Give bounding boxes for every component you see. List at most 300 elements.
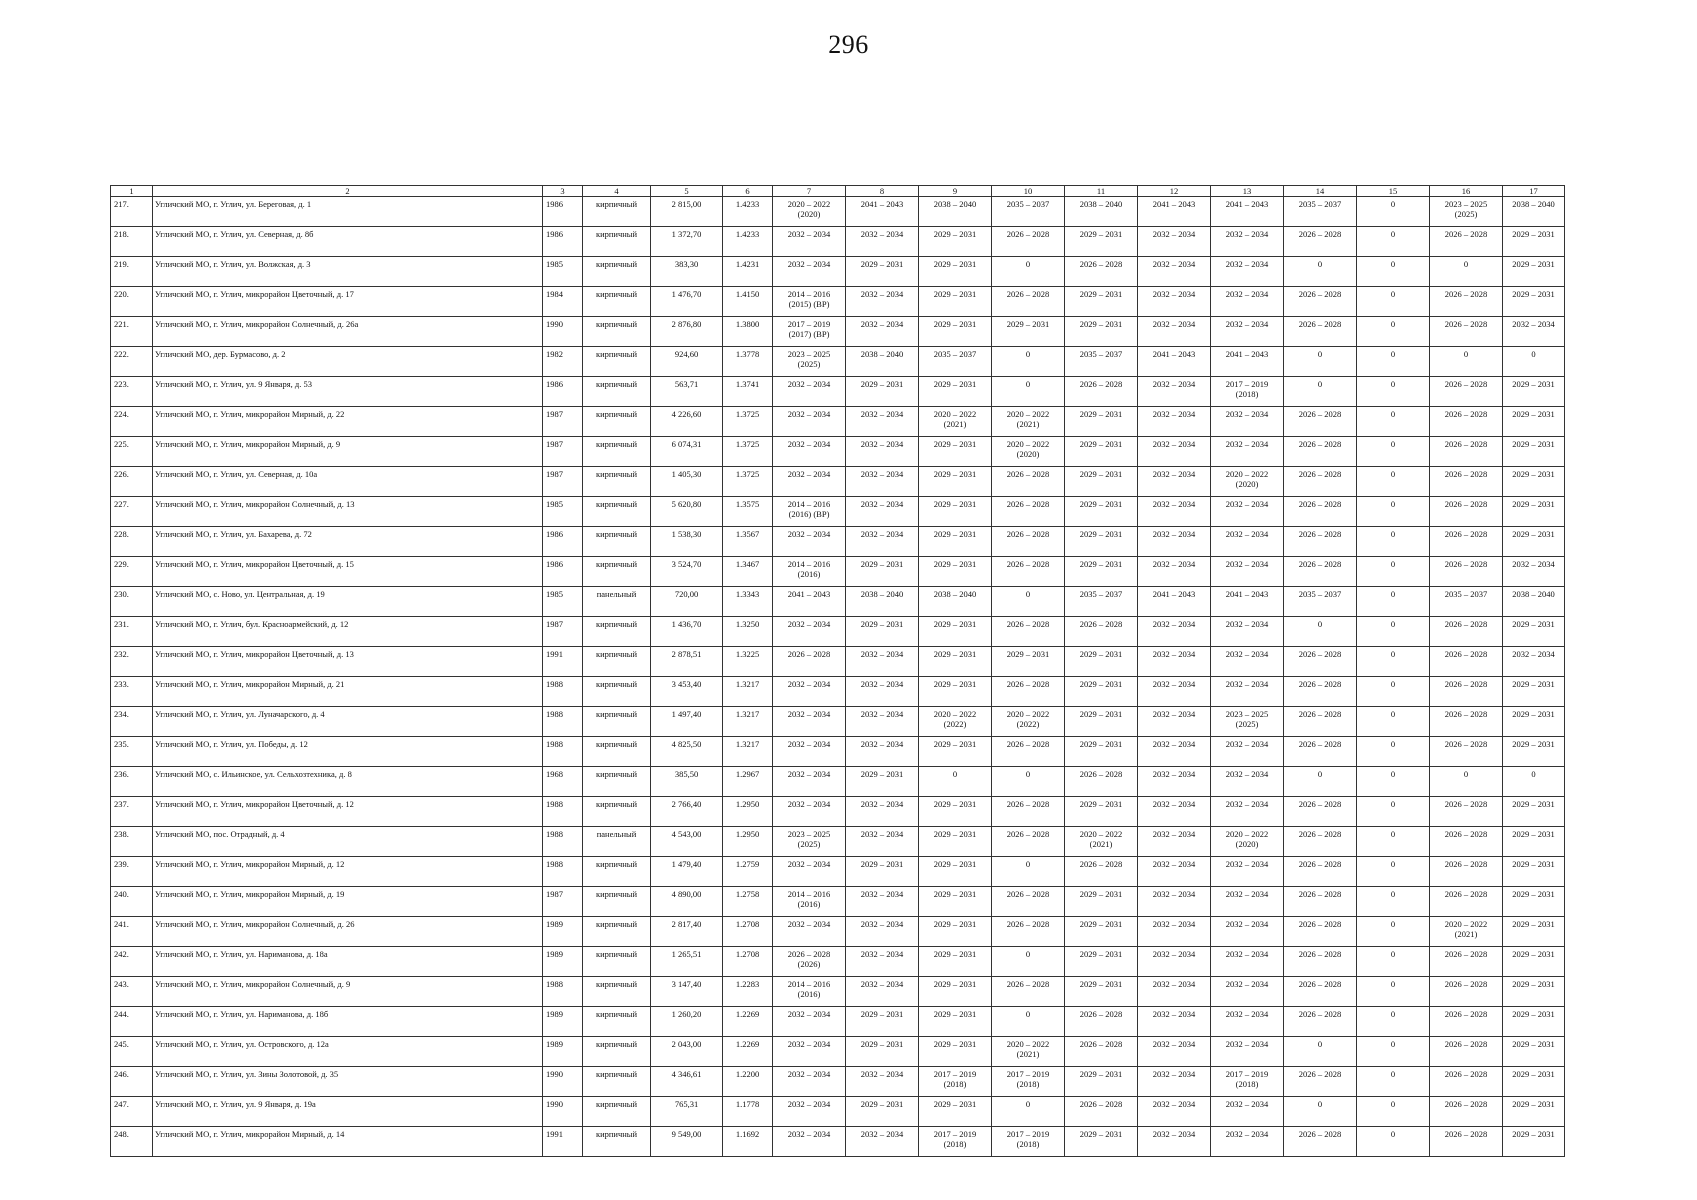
wall-material-cell: кирпичный xyxy=(583,977,651,1007)
period-cell: 2029 – 2031 xyxy=(919,1097,992,1127)
row-number-cell: 228. xyxy=(111,527,153,557)
period-cell: 2026 – 2028 xyxy=(1430,377,1503,407)
value-cell: 0 xyxy=(1357,257,1430,287)
period-cell: 2032 – 2034 xyxy=(773,227,846,257)
period-cell: 2032 – 2034 xyxy=(1211,917,1284,947)
year-cell: 1988 xyxy=(543,797,583,827)
period-cell: 2026 – 2028 xyxy=(1284,797,1357,827)
period-cell: 2032 – 2034 xyxy=(1211,257,1284,287)
wall-material-cell: кирпичный xyxy=(583,197,651,227)
period-cell: 2032 – 2034 xyxy=(846,917,919,947)
address-cell: Угличский МО, г. Углич, микрорайон Цветочный, д. 17 xyxy=(153,287,543,317)
period-cell: 2026 – 2028 xyxy=(1284,1067,1357,1097)
period-cell: 2026 – 2028 xyxy=(1430,947,1503,977)
address-cell: Угличский МО, г. Углич, микрорайон Солнечный, д. 13 xyxy=(153,497,543,527)
coefficient-cell: 1.4231 xyxy=(723,257,773,287)
period-cell: 2026 – 2028 xyxy=(1430,1127,1503,1157)
period-cell: 0 xyxy=(1430,347,1503,377)
value-cell: 0 xyxy=(1357,827,1430,857)
coefficient-cell: 1.2708 xyxy=(723,917,773,947)
value-cell: 0 xyxy=(1357,347,1430,377)
period-cell: 2038 – 2040 xyxy=(846,587,919,617)
coefficient-cell: 1.2950 xyxy=(723,797,773,827)
period-cell: 2026 – 2028 xyxy=(1284,227,1357,257)
coefficient-cell: 1.2269 xyxy=(723,1007,773,1037)
period-cell: 2026 – 2028 xyxy=(1284,527,1357,557)
period-cell: 2026 – 2028 xyxy=(992,227,1065,257)
address-cell: Угличский МО, г. Углич, ул. Бахарева, д. 72 xyxy=(153,527,543,557)
area-cell: 563,71 xyxy=(651,377,723,407)
address-cell: Угличский МО, г. Углич, ул. Северная, д. 8б xyxy=(153,227,543,257)
period-cell: 2026 – 2028 xyxy=(1430,407,1503,437)
period-cell: 2026 – 2028 xyxy=(1430,797,1503,827)
wall-material-cell: кирпичный xyxy=(583,317,651,347)
period-cell: 2032 – 2034 xyxy=(1138,1067,1211,1097)
period-cell: 2026 – 2028 xyxy=(1284,977,1357,1007)
area-cell: 3 453,40 xyxy=(651,677,723,707)
value-cell: 0 xyxy=(1357,887,1430,917)
column-header: 6 xyxy=(723,186,773,197)
area-cell: 2 817,40 xyxy=(651,917,723,947)
coefficient-cell: 1.3725 xyxy=(723,467,773,497)
period-cell: 2032 – 2034 xyxy=(773,377,846,407)
period-cell: 2029 – 2031 xyxy=(992,317,1065,347)
value-cell: 0 xyxy=(1357,677,1430,707)
period-cell: 2029 – 2031 xyxy=(1065,227,1138,257)
period-cell: 2032 – 2034 xyxy=(1138,257,1211,287)
coefficient-cell: 1.4150 xyxy=(723,287,773,317)
row-number-cell: 219. xyxy=(111,257,153,287)
address-cell: Угличский МО, г. Углич, ул. Островского, д. 12а xyxy=(153,1037,543,1067)
period-cell: 2014 – 2016 (2016) xyxy=(773,977,846,1007)
period-cell: 2026 – 2028 xyxy=(1284,557,1357,587)
wall-material-cell: кирпичный xyxy=(583,1067,651,1097)
wall-material-cell: панельный xyxy=(583,587,651,617)
year-cell: 1990 xyxy=(543,317,583,347)
coefficient-cell: 1.3778 xyxy=(723,347,773,377)
year-cell: 1987 xyxy=(543,467,583,497)
period-cell: 2026 – 2028 xyxy=(1065,1007,1138,1037)
year-cell: 1989 xyxy=(543,1007,583,1037)
period-cell: 2029 – 2031 xyxy=(1503,947,1565,977)
period-cell: 2029 – 2031 xyxy=(919,317,992,347)
period-cell: 2023 – 2025 (2025) xyxy=(1430,197,1503,227)
period-cell: 2041 – 2043 xyxy=(1138,347,1211,377)
period-cell: 2032 – 2034 xyxy=(1138,947,1211,977)
period-cell: 2032 – 2034 xyxy=(846,647,919,677)
period-cell: 2026 – 2028 xyxy=(1430,647,1503,677)
period-cell: 2026 – 2028 xyxy=(1284,917,1357,947)
coefficient-cell: 1.2759 xyxy=(723,857,773,887)
address-cell: Угличский МО, г. Углич, микрорайон Цветочный, д. 12 xyxy=(153,797,543,827)
wall-material-cell: кирпичный xyxy=(583,407,651,437)
period-cell: 2029 – 2031 xyxy=(846,557,919,587)
row-number-cell: 232. xyxy=(111,647,153,677)
period-cell: 2029 – 2031 xyxy=(919,1037,992,1067)
period-cell: 2029 – 2031 xyxy=(846,1097,919,1127)
year-cell: 1991 xyxy=(543,1127,583,1157)
coefficient-cell: 1.3217 xyxy=(723,677,773,707)
column-header: 3 xyxy=(543,186,583,197)
period-cell: 2029 – 2031 xyxy=(1503,1127,1565,1157)
period-cell: 2029 – 2031 xyxy=(1503,617,1565,647)
period-cell: 2032 – 2034 xyxy=(773,1097,846,1127)
period-cell: 2017 – 2019 (2018) xyxy=(992,1067,1065,1097)
period-cell: 2029 – 2031 xyxy=(1065,527,1138,557)
area-cell: 1 405,30 xyxy=(651,467,723,497)
period-cell: 2032 – 2034 xyxy=(846,707,919,737)
row-number-cell: 226. xyxy=(111,467,153,497)
period-cell: 2038 – 2040 xyxy=(1503,587,1565,617)
period-cell: 2032 – 2034 xyxy=(1211,287,1284,317)
period-cell: 0 xyxy=(992,347,1065,377)
address-cell: Угличский МО, г. Углич, микрорайон Мирный, д. 22 xyxy=(153,407,543,437)
period-cell: 2032 – 2034 xyxy=(773,1067,846,1097)
period-cell: 2026 – 2028 xyxy=(1065,257,1138,287)
wall-material-cell: кирпичный xyxy=(583,467,651,497)
table-row xyxy=(111,317,1565,347)
period-cell: 2029 – 2031 xyxy=(1065,677,1138,707)
column-header: 12 xyxy=(1138,186,1211,197)
period-cell: 2038 – 2040 xyxy=(846,347,919,377)
address-cell: Угличский МО, дер. Бурмасово, д. 2 xyxy=(153,347,543,377)
row-number-cell: 230. xyxy=(111,587,153,617)
period-cell: 2032 – 2034 xyxy=(1503,557,1565,587)
period-cell: 0 xyxy=(992,377,1065,407)
wall-material-cell: кирпичный xyxy=(583,797,651,827)
area-cell: 4 543,00 xyxy=(651,827,723,857)
period-cell: 2026 – 2028 xyxy=(992,977,1065,1007)
period-cell: 0 xyxy=(1284,1097,1357,1127)
year-cell: 1989 xyxy=(543,917,583,947)
period-cell: 2029 – 2031 xyxy=(919,377,992,407)
period-cell: 2026 – 2028 xyxy=(992,557,1065,587)
row-number-cell: 234. xyxy=(111,707,153,737)
year-cell: 1988 xyxy=(543,707,583,737)
period-cell: 2032 – 2034 xyxy=(1211,767,1284,797)
period-cell: 2029 – 2031 xyxy=(1065,947,1138,977)
period-cell: 2032 – 2034 xyxy=(846,437,919,467)
column-header: 14 xyxy=(1284,186,1357,197)
row-number-cell: 245. xyxy=(111,1037,153,1067)
table-row xyxy=(111,1037,1565,1067)
period-cell: 2029 – 2031 xyxy=(1065,467,1138,497)
wall-material-cell: кирпичный xyxy=(583,887,651,917)
area-cell: 4 890,00 xyxy=(651,887,723,917)
coefficient-cell: 1.2708 xyxy=(723,947,773,977)
period-cell: 2032 – 2034 xyxy=(1138,887,1211,917)
period-cell: 2029 – 2031 xyxy=(919,977,992,1007)
table-body xyxy=(111,197,1565,1157)
coefficient-cell: 1.3250 xyxy=(723,617,773,647)
wall-material-cell: кирпичный xyxy=(583,287,651,317)
column-header: 15 xyxy=(1357,186,1430,197)
period-cell: 2035 – 2037 xyxy=(1284,197,1357,227)
period-cell: 2032 – 2034 xyxy=(1138,977,1211,1007)
period-cell: 2032 – 2034 xyxy=(846,497,919,527)
period-cell: 2029 – 2031 xyxy=(1065,737,1138,767)
address-cell: Угличский МО, г. Углич, микрорайон Мирный, д. 14 xyxy=(153,1127,543,1157)
period-cell: 2038 – 2040 xyxy=(919,587,992,617)
period-cell: 2029 – 2031 xyxy=(919,1007,992,1037)
period-cell: 2032 – 2034 xyxy=(846,1127,919,1157)
area-cell: 4 346,61 xyxy=(651,1067,723,1097)
period-cell: 2032 – 2034 xyxy=(1211,647,1284,677)
period-cell: 2026 – 2028 xyxy=(1284,677,1357,707)
period-cell: 2029 – 2031 xyxy=(919,737,992,767)
area-cell: 2 815,00 xyxy=(651,197,723,227)
year-cell: 1990 xyxy=(543,1097,583,1127)
table-row xyxy=(111,797,1565,827)
row-number-cell: 231. xyxy=(111,617,153,647)
row-number-cell: 246. xyxy=(111,1067,153,1097)
period-cell: 2032 – 2034 xyxy=(773,257,846,287)
period-cell: 2026 – 2028 xyxy=(1430,617,1503,647)
period-cell: 2029 – 2031 xyxy=(919,257,992,287)
table-row xyxy=(111,857,1565,887)
period-cell: 2041 – 2043 xyxy=(1211,347,1284,377)
period-cell: 2026 – 2028 xyxy=(992,887,1065,917)
period-cell: 0 xyxy=(1284,377,1357,407)
period-cell: 2026 – 2028 xyxy=(1430,227,1503,257)
period-cell: 2020 – 2022 (2021) xyxy=(992,1037,1065,1067)
period-cell: 2032 – 2034 xyxy=(1138,827,1211,857)
period-cell: 2032 – 2034 xyxy=(1211,617,1284,647)
period-cell: 2029 – 2031 xyxy=(919,827,992,857)
wall-material-cell: кирпичный xyxy=(583,1037,651,1067)
period-cell: 2026 – 2028 xyxy=(1284,647,1357,677)
period-cell: 2029 – 2031 xyxy=(1503,287,1565,317)
value-cell: 0 xyxy=(1357,377,1430,407)
period-cell: 2026 – 2028 xyxy=(1284,947,1357,977)
period-cell: 2032 – 2034 xyxy=(1138,707,1211,737)
value-cell: 0 xyxy=(1357,707,1430,737)
table-row xyxy=(111,197,1565,227)
period-cell: 0 xyxy=(1503,347,1565,377)
period-cell: 2032 – 2034 xyxy=(1138,437,1211,467)
period-cell: 2032 – 2034 xyxy=(846,827,919,857)
period-cell: 2026 – 2028 xyxy=(1430,467,1503,497)
row-number-cell: 244. xyxy=(111,1007,153,1037)
wall-material-cell: кирпичный xyxy=(583,737,651,767)
period-cell: 2038 – 2040 xyxy=(1065,197,1138,227)
area-cell: 3 147,40 xyxy=(651,977,723,1007)
period-cell: 2032 – 2034 xyxy=(1138,617,1211,647)
period-cell: 2029 – 2031 xyxy=(1503,977,1565,1007)
period-cell: 2029 – 2031 xyxy=(919,857,992,887)
table-row xyxy=(111,467,1565,497)
year-cell: 1987 xyxy=(543,407,583,437)
year-cell: 1988 xyxy=(543,677,583,707)
period-cell: 2026 – 2028 xyxy=(1284,407,1357,437)
column-header: 8 xyxy=(846,186,919,197)
period-cell: 2032 – 2034 xyxy=(1138,497,1211,527)
period-cell: 2032 – 2034 xyxy=(773,527,846,557)
period-cell: 2026 – 2028 xyxy=(1430,827,1503,857)
year-cell: 1985 xyxy=(543,257,583,287)
period-cell: 2020 – 2022 (2021) xyxy=(1065,827,1138,857)
period-cell: 2026 – 2028 xyxy=(1284,497,1357,527)
value-cell: 0 xyxy=(1357,437,1430,467)
period-cell: 2029 – 2031 xyxy=(1065,707,1138,737)
period-cell: 2029 – 2031 xyxy=(1503,1097,1565,1127)
table-row xyxy=(111,737,1565,767)
period-cell: 2032 – 2034 xyxy=(846,737,919,767)
table-row xyxy=(111,647,1565,677)
period-cell: 2014 – 2016 (2016) (ВР) xyxy=(773,497,846,527)
period-cell: 2032 – 2034 xyxy=(773,617,846,647)
period-cell: 2020 – 2022 (2021) xyxy=(1430,917,1503,947)
period-cell: 2020 – 2022 (2022) xyxy=(992,707,1065,737)
period-cell: 2029 – 2031 xyxy=(1503,377,1565,407)
period-cell: 2032 – 2034 xyxy=(1211,527,1284,557)
period-cell: 2029 – 2031 xyxy=(1065,557,1138,587)
period-cell: 2029 – 2031 xyxy=(846,1007,919,1037)
area-cell: 2 766,40 xyxy=(651,797,723,827)
period-cell: 2029 – 2031 xyxy=(992,647,1065,677)
period-cell: 2029 – 2031 xyxy=(1503,1007,1565,1037)
row-number-cell: 229. xyxy=(111,557,153,587)
period-cell: 2026 – 2028 xyxy=(1430,677,1503,707)
area-cell: 383,30 xyxy=(651,257,723,287)
address-cell: Угличский МО, г. Углич, ул. Нариманова, д. 18б xyxy=(153,1007,543,1037)
year-cell: 1985 xyxy=(543,587,583,617)
period-cell: 2017 – 2019 (2018) xyxy=(1211,1067,1284,1097)
period-cell: 2026 – 2028 xyxy=(1430,857,1503,887)
period-cell: 2029 – 2031 xyxy=(919,557,992,587)
period-cell: 2032 – 2034 xyxy=(773,467,846,497)
period-cell: 2032 – 2034 xyxy=(846,287,919,317)
period-cell: 2032 – 2034 xyxy=(846,317,919,347)
table-row xyxy=(111,527,1565,557)
value-cell: 0 xyxy=(1357,737,1430,767)
period-cell: 2032 – 2034 xyxy=(1211,857,1284,887)
period-cell: 2032 – 2034 xyxy=(1138,857,1211,887)
period-cell: 2017 – 2019 (2018) xyxy=(919,1127,992,1157)
row-number-cell: 247. xyxy=(111,1097,153,1127)
period-cell: 2032 – 2034 xyxy=(1211,1127,1284,1157)
table-row xyxy=(111,707,1565,737)
period-cell: 2032 – 2034 xyxy=(1138,527,1211,557)
table-row xyxy=(111,1007,1565,1037)
value-cell: 0 xyxy=(1357,947,1430,977)
period-cell: 2038 – 2040 xyxy=(919,197,992,227)
period-cell: 2035 – 2037 xyxy=(992,197,1065,227)
period-cell: 2032 – 2034 xyxy=(773,407,846,437)
row-number-cell: 233. xyxy=(111,677,153,707)
period-cell: 2029 – 2031 xyxy=(1503,257,1565,287)
period-cell: 2029 – 2031 xyxy=(919,947,992,977)
period-cell: 2032 – 2034 xyxy=(846,677,919,707)
period-cell: 2032 – 2034 xyxy=(1211,1007,1284,1037)
period-cell: 2041 – 2043 xyxy=(846,197,919,227)
value-cell: 0 xyxy=(1357,1067,1430,1097)
value-cell: 0 xyxy=(1357,197,1430,227)
period-cell: 2026 – 2028 xyxy=(1284,287,1357,317)
wall-material-cell: кирпичный xyxy=(583,227,651,257)
period-cell: 2032 – 2034 xyxy=(1211,947,1284,977)
value-cell: 0 xyxy=(1357,617,1430,647)
row-number-cell: 217. xyxy=(111,197,153,227)
period-cell: 2026 – 2028 xyxy=(1065,617,1138,647)
period-cell: 2026 – 2028 xyxy=(1430,527,1503,557)
period-cell: 2032 – 2034 xyxy=(1211,497,1284,527)
table-row xyxy=(111,437,1565,467)
period-cell: 2014 – 2016 (2015) (ВР) xyxy=(773,287,846,317)
period-cell: 2029 – 2031 xyxy=(1065,317,1138,347)
period-cell: 0 xyxy=(992,1097,1065,1127)
period-cell: 2032 – 2034 xyxy=(1138,377,1211,407)
area-cell: 1 372,70 xyxy=(651,227,723,257)
period-cell: 2032 – 2034 xyxy=(1211,737,1284,767)
address-cell: Угличский МО, г. Углич, микрорайон Солнечный, д. 26а xyxy=(153,317,543,347)
wall-material-cell: кирпичный xyxy=(583,917,651,947)
coefficient-cell: 1.3217 xyxy=(723,707,773,737)
year-cell: 1987 xyxy=(543,437,583,467)
address-cell: Угличский МО, г. Углич, ул. Северная, д. 10а xyxy=(153,467,543,497)
period-cell: 2026 – 2028 (2026) xyxy=(773,947,846,977)
row-number-cell: 223. xyxy=(111,377,153,407)
table-row xyxy=(111,497,1565,527)
period-cell: 2029 – 2031 xyxy=(1503,917,1565,947)
coefficient-cell: 1.3725 xyxy=(723,437,773,467)
column-header: 11 xyxy=(1065,186,1138,197)
period-cell: 2032 – 2034 xyxy=(846,887,919,917)
period-cell: 2029 – 2031 xyxy=(919,617,992,647)
table-row xyxy=(111,287,1565,317)
period-cell: 2026 – 2028 xyxy=(1065,1037,1138,1067)
period-cell: 2026 – 2028 xyxy=(1284,707,1357,737)
period-cell: 2032 – 2034 xyxy=(1138,467,1211,497)
row-number-cell: 248. xyxy=(111,1127,153,1157)
row-number-cell: 236. xyxy=(111,767,153,797)
period-cell: 2026 – 2028 xyxy=(1065,767,1138,797)
period-cell: 2032 – 2034 xyxy=(846,977,919,1007)
period-cell: 2029 – 2031 xyxy=(1503,407,1565,437)
year-cell: 1986 xyxy=(543,377,583,407)
period-cell: 2029 – 2031 xyxy=(919,647,992,677)
year-cell: 1985 xyxy=(543,497,583,527)
period-cell: 2029 – 2031 xyxy=(919,677,992,707)
coefficient-cell: 1.2200 xyxy=(723,1067,773,1097)
area-cell: 2 878,51 xyxy=(651,647,723,677)
period-cell: 2026 – 2028 xyxy=(1284,827,1357,857)
area-cell: 5 620,80 xyxy=(651,497,723,527)
address-cell: Угличский МО, г. Углич, ул. Волжская, д. 3 xyxy=(153,257,543,287)
row-number-cell: 218. xyxy=(111,227,153,257)
period-cell: 2041 – 2043 xyxy=(1211,587,1284,617)
value-cell: 0 xyxy=(1357,287,1430,317)
period-cell: 2032 – 2034 xyxy=(1211,1037,1284,1067)
table-row xyxy=(111,1127,1565,1157)
address-cell: Угличский МО, г. Углич, микрорайон Мирный, д. 21 xyxy=(153,677,543,707)
coefficient-cell: 1.4233 xyxy=(723,227,773,257)
year-cell: 1989 xyxy=(543,1037,583,1067)
period-cell: 2029 – 2031 xyxy=(1503,797,1565,827)
year-cell: 1986 xyxy=(543,527,583,557)
period-cell: 0 xyxy=(1284,767,1357,797)
area-cell: 4 226,60 xyxy=(651,407,723,437)
address-cell: Угличский МО, г. Углич, ул. 9 Января, д. 19а xyxy=(153,1097,543,1127)
year-cell: 1968 xyxy=(543,767,583,797)
area-cell: 2 876,80 xyxy=(651,317,723,347)
period-cell: 0 xyxy=(992,767,1065,797)
area-cell: 9 549,00 xyxy=(651,1127,723,1157)
period-cell: 2032 – 2034 xyxy=(773,1127,846,1157)
period-cell: 2029 – 2031 xyxy=(1065,647,1138,677)
period-cell: 2026 – 2028 xyxy=(1065,857,1138,887)
period-cell: 2029 – 2031 xyxy=(1065,407,1138,437)
